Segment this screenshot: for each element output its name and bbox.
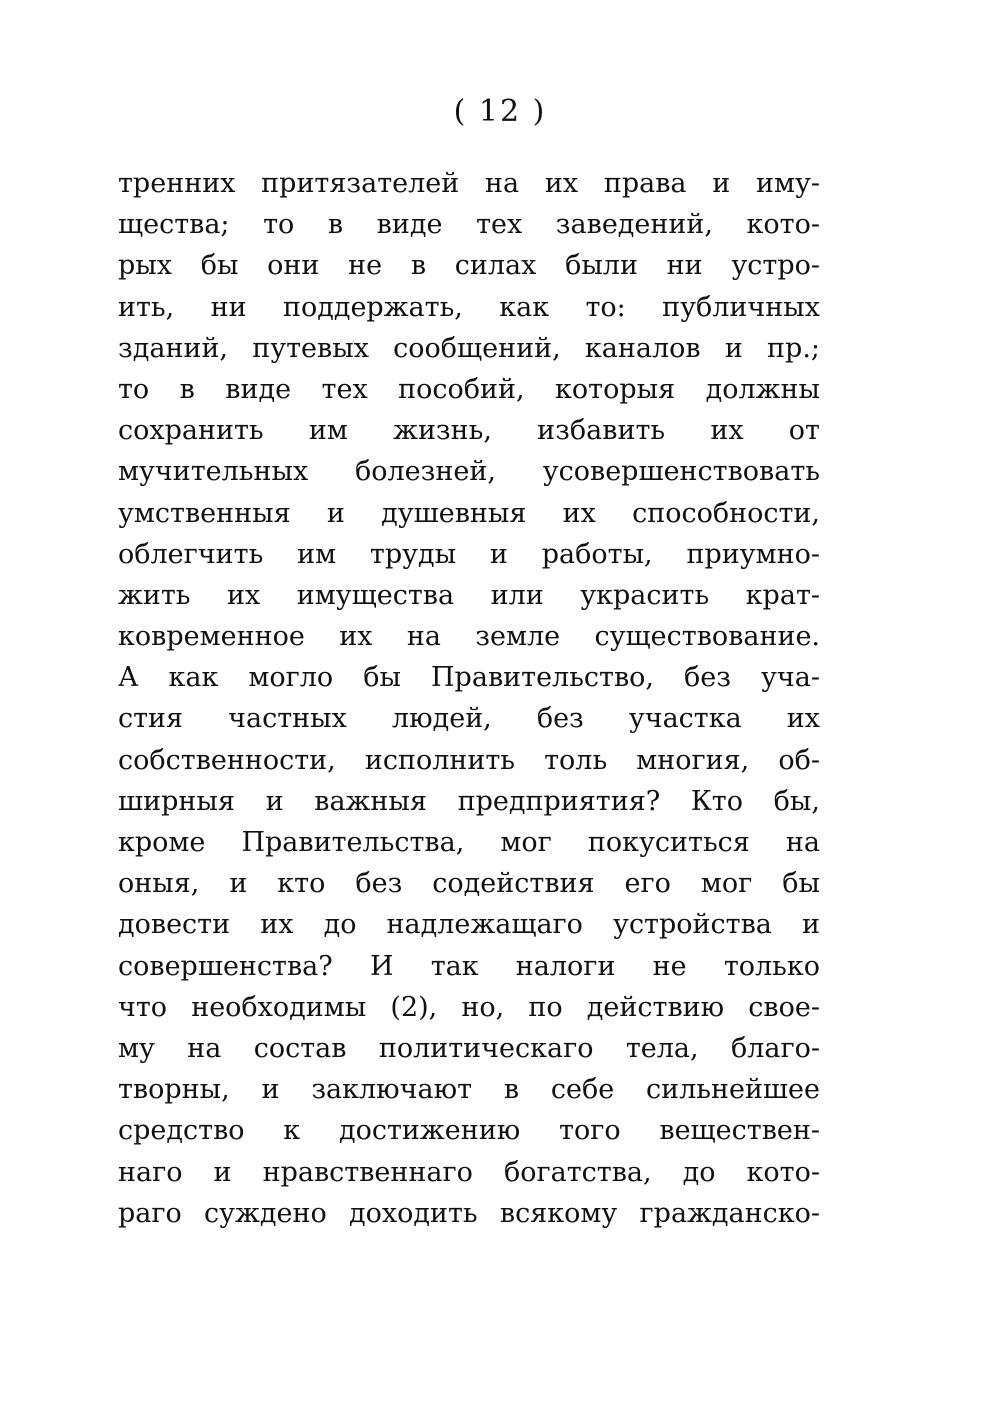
- text-line: ширныя и важныя предприятия? Кто бы,: [118, 785, 820, 817]
- text-line: средство к достижению того веществен-: [118, 1115, 820, 1147]
- body-text: [118, 163, 820, 1234]
- text-line: мучительных болезней, усовершенствовать: [118, 456, 820, 488]
- text-line: жить их имущества или украсить крат-: [118, 579, 820, 611]
- text-line: А как могло бы Правительство, без уча-: [118, 662, 820, 694]
- text-line: ить, ни поддержать, как то: публичных: [118, 291, 820, 323]
- text-line: что необходимы (2), но, по действию свое-: [118, 991, 820, 1023]
- text-line: щества; то в виде тех заведений, кото-: [118, 209, 820, 241]
- text-line: довести их до надлежащаго устройства и: [118, 909, 820, 941]
- text-line: творны, и заключают в себе сильнейшее: [118, 1074, 820, 1106]
- text-line: сохранить им жизнь, избавить их от: [118, 415, 820, 447]
- text-line: кроме Правительства, мог покуситься на: [118, 827, 820, 858]
- text-line: то в виде тех пособий, которыя должны: [118, 373, 820, 405]
- text-line: рых бы они не в силах были ни устро-: [118, 250, 820, 282]
- text-line: му на состав политическаго тела, благо-: [118, 1032, 820, 1064]
- text-line: умственныя и душевныя их способности,: [118, 497, 820, 529]
- text-line: раго суждено доходить всякому гражданско-: [118, 1197, 820, 1229]
- text-line: стия частных людей, без участка их: [118, 703, 820, 735]
- text-line: тренних притязателей на их права и иму-: [118, 168, 820, 199]
- page-number: ( 12 ): [453, 94, 547, 129]
- text-line: облегчить им труды и работы, приумно-: [118, 538, 820, 570]
- text-line: наго и нравственнаго богатства, до кото-: [118, 1156, 820, 1188]
- text-line: собственности, исполнить толь многия, об-: [118, 744, 820, 776]
- text-line: оныя, и кто без содействия его мог бы: [118, 868, 820, 900]
- text-line: ковременное их на земле существование.: [118, 621, 820, 653]
- text-line: зданий, путевых сообщений, каналов и пр.;: [118, 332, 820, 364]
- text-line: совершенства? И так налоги не только: [118, 950, 820, 982]
